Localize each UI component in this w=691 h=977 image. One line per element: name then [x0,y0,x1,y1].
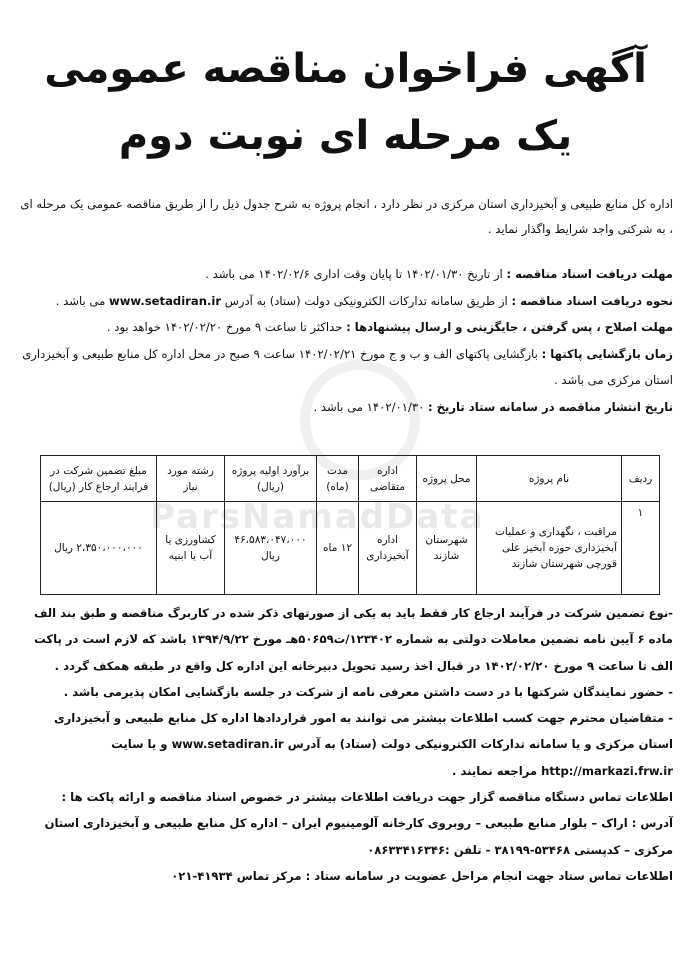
notice-title: آگهی فراخوان مناقصه عمومی [44,46,647,92]
guarantee-note: -نوع تضمین شرکت در فرآیند ارجاع کار فقط باید به یکی از صورتهای ذکر شده در کاربرگ مناقصه و طبق بند الف ماده ۶ آیین نامه تضمین معاملات دولتی به شماره ۱۲۳۴۰۲/ت۵۰۶۵۹هـ مورخ ۱۳۹۴/۹/۲۲ باشد که لازم است در پاکت الف تا ساعت ۹ مورخ ۱۴۰۲/۰۲/۲۰ در قبال اخذ رسید تحویل دبیرخانه این اداره کل واقع در طبقه همکف گردد . [33,606,673,673]
col-header: اداره متقاضی [359,456,417,502]
deadline-text: ۱۴۰۲/۰۱/۳۰ می باشد . [313,399,425,414]
deadline-item [20,394,673,421]
table-cell: ۱ [622,502,660,595]
table-cell: کشاورزی یا آب یا ابنیه [157,502,225,595]
deadline-label: مهلت اصلاح ، پس گرفتن ، جایگزینی و ارسال پیشنهادها : [346,320,673,334]
deadline-tail: می باشد . [55,293,106,308]
col-header: رشته مورد نیاز [157,456,225,502]
info-note-text: - متقاضیان محترم جهت کسب اطلاعات بیشتر می توانند به امور قراردادها اداره کل منابع طبیعی و آبخیزداری استان مرکزی و یا سامانه تدارکات الکترونیکی دولت (ستاد) به آدرس [54,711,673,752]
deadline-text: از طریق سامانه تدارکات الکترونیکی دولت (ستاد) به آدرس [224,293,508,308]
deadline-item [20,288,673,315]
frw-link[interactable]: http://markazi.frw.ir [541,763,673,778]
deadline-label: نحوه دریافت اسناد مناقصه : [511,293,673,308]
col-header: محل پروژه [417,456,477,502]
watermark-text: ParsNamadData [150,497,485,537]
deadline-text: حداکثر تا ساعت ۹ مورخ ۱۴۰۲/۰۲/۲۰ خواهد بود . [106,320,343,334]
table-cell: مراقبت ، نگهداری و عملیات آبخیزداری حوزه آبخیز علی قورچی شهرستان شازند [477,502,622,595]
info-note [20,705,673,784]
col-header: مبلغ تضمین شرکت در فرایند ارجاع کار (ریال) [41,456,157,502]
info-note-text: مراجعه نمایند . [452,763,538,778]
intro-paragraph: اداره کل منابع طبیعی و آبخیزداری استان مرکزی در نظر دارد ، انجام پروژه به شرح جدول ذیل را از طریق مناقصه عمومی یک مرحله ای ، به شرکتی واجد شرایط واگذار نماید . [20,197,673,236]
table-row [41,502,660,595]
col-header: ردیف [622,456,660,502]
col-header: مدت (ماه) [317,456,359,502]
table-cell: ۴۶،۵۸۳،۰۴۷،۰۰۰ ریال [225,502,317,595]
notes-section [20,600,673,889]
table-cell: اداره آبخیزداری [359,502,417,595]
table-header-row [41,456,660,502]
deadline-list [20,261,673,420]
col-header: برآورد اولیه پروژه (ریال) [225,456,317,502]
deadline-label: مهلت دریافت اسناد مناقصه : [506,267,673,281]
address: آدرس : اراک – بلوار منابع طبیعی – روبروی کارخانه آلومینیوم ایران – اداره کل منابع طبیعی و آبخیزداری استان مرکزی – کدپستی ۵۳۴۶۸-۳۸۱۹۹ - تلفن :۰۸۶۳۳۴۱۶۳۴۶ [44,816,673,857]
table-cell: ۲،۳۵۰،۰۰۰،۰۰۰ ریال [41,502,157,595]
project-table [40,455,660,595]
col-header: نام پروژه [477,456,622,502]
setad-link[interactable]: www.setadiran.ir [171,737,284,752]
deadline-label: تاریخ انتشار مناقصه در سامانه ستاد تاریخ : [428,399,673,414]
deadline-label: زمان بازگشایی پاکتها : [541,346,673,361]
table-cell: ۱۲ ماه [317,502,359,595]
attendance-note: - حضور نمایندگان شرکتها با در دست داشتن معرفی نامه از شرکت در جلسه بازگشایی امکان پذیرمی باشد . [63,684,673,699]
contact-heading: اطلاعات تماس دستگاه مناقصه گزار جهت دریافت اطلاعات بیشتر در خصوص اسناد مناقصه و ارائه پاکت ها : [61,790,673,805]
deadline-item [20,261,673,288]
info-note-text: و یا سایت [111,737,168,752]
deadline-item [20,314,673,341]
deadline-item [20,341,673,394]
deadline-text: بازگشایی پاکتهای الف و ب و ج مورخ ۱۴۰۲/۰۲/۲۱ ساعت ۹ صبح در محل اداره کل منابع طبیعی و آبخیزداری استان مرکزی می باشد . [22,346,673,387]
deadline-text: از تاریخ ۱۴۰۲/۰۱/۳۰ تا پایان وقت اداری ۱۴۰۲/۰۲/۶ می باشد . [205,267,503,281]
notice-subtitle: یک مرحله ای نوبت دوم [118,113,573,159]
setad-link[interactable]: www.setadiran.ir [108,293,222,308]
table-cell: شهرستان شازند [417,502,477,595]
setad-contact: اطلاعات تماس ستاد جهت انجام مراحل عضویت در سامانه ستاد : مرکز تماس ۴۱۹۳۴-۰۲۱ [171,868,673,883]
